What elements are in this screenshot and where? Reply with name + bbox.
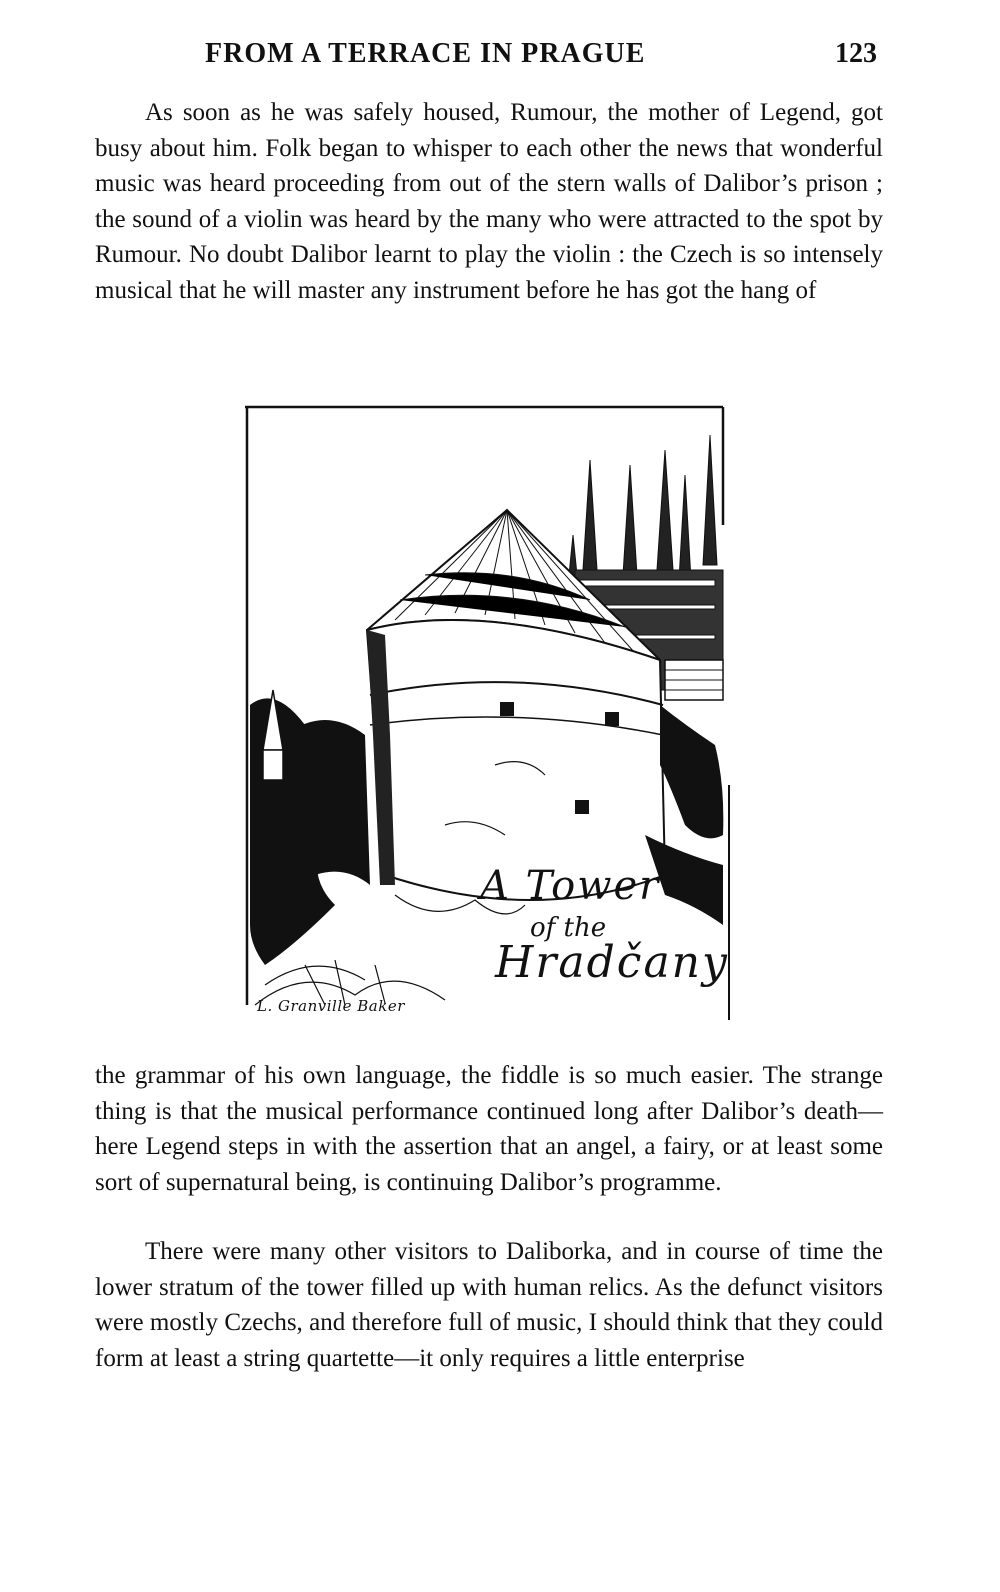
caption-line-1: A Tower bbox=[480, 863, 661, 909]
running-title: FROM A TERRACE IN PRAGUE bbox=[205, 38, 646, 69]
caption-line-2: of the bbox=[530, 913, 607, 943]
artist-signature: L. Granville Baker bbox=[257, 997, 405, 1015]
tower-illustration bbox=[245, 405, 730, 1030]
running-header bbox=[95, 38, 883, 78]
paragraph-2: the grammar of his own language, the fiddle is so much easier. The strange thing is that the musical performance continued long after Dalibor’s death—here Legend steps in with the assertion that an angel, a fairy, or at least some sort of supernatural being, is continuing Dalibor’s programme. bbox=[95, 1062, 883, 1196]
page-number: 123 bbox=[835, 38, 877, 69]
caption-line-3: Hradčany bbox=[495, 937, 729, 988]
paragraph-3: There were many other visitors to Daliborka, and in course of time the lower stratum of the tower filled up with human relics. As the defunct visitors were mostly Czechs, and therefore full of music, I should think that they could form at least a string quartette—it only requires a little enterprise bbox=[95, 1238, 883, 1372]
paragraph-1: As soon as he was safely housed, Rumour, the mother of Legend, got busy about him. Folk began to whisper to each other the news that wonderful music was heard proceeding from out of the stern walls of Dalibor’s prison ; the sound of a violin was heard by the many who were attracted to the spot by Rumour. No doubt Dalibor learnt to play the violin : the Czech is so intensely musical that he will master any instrument before he has got the hang of bbox=[95, 99, 883, 304]
